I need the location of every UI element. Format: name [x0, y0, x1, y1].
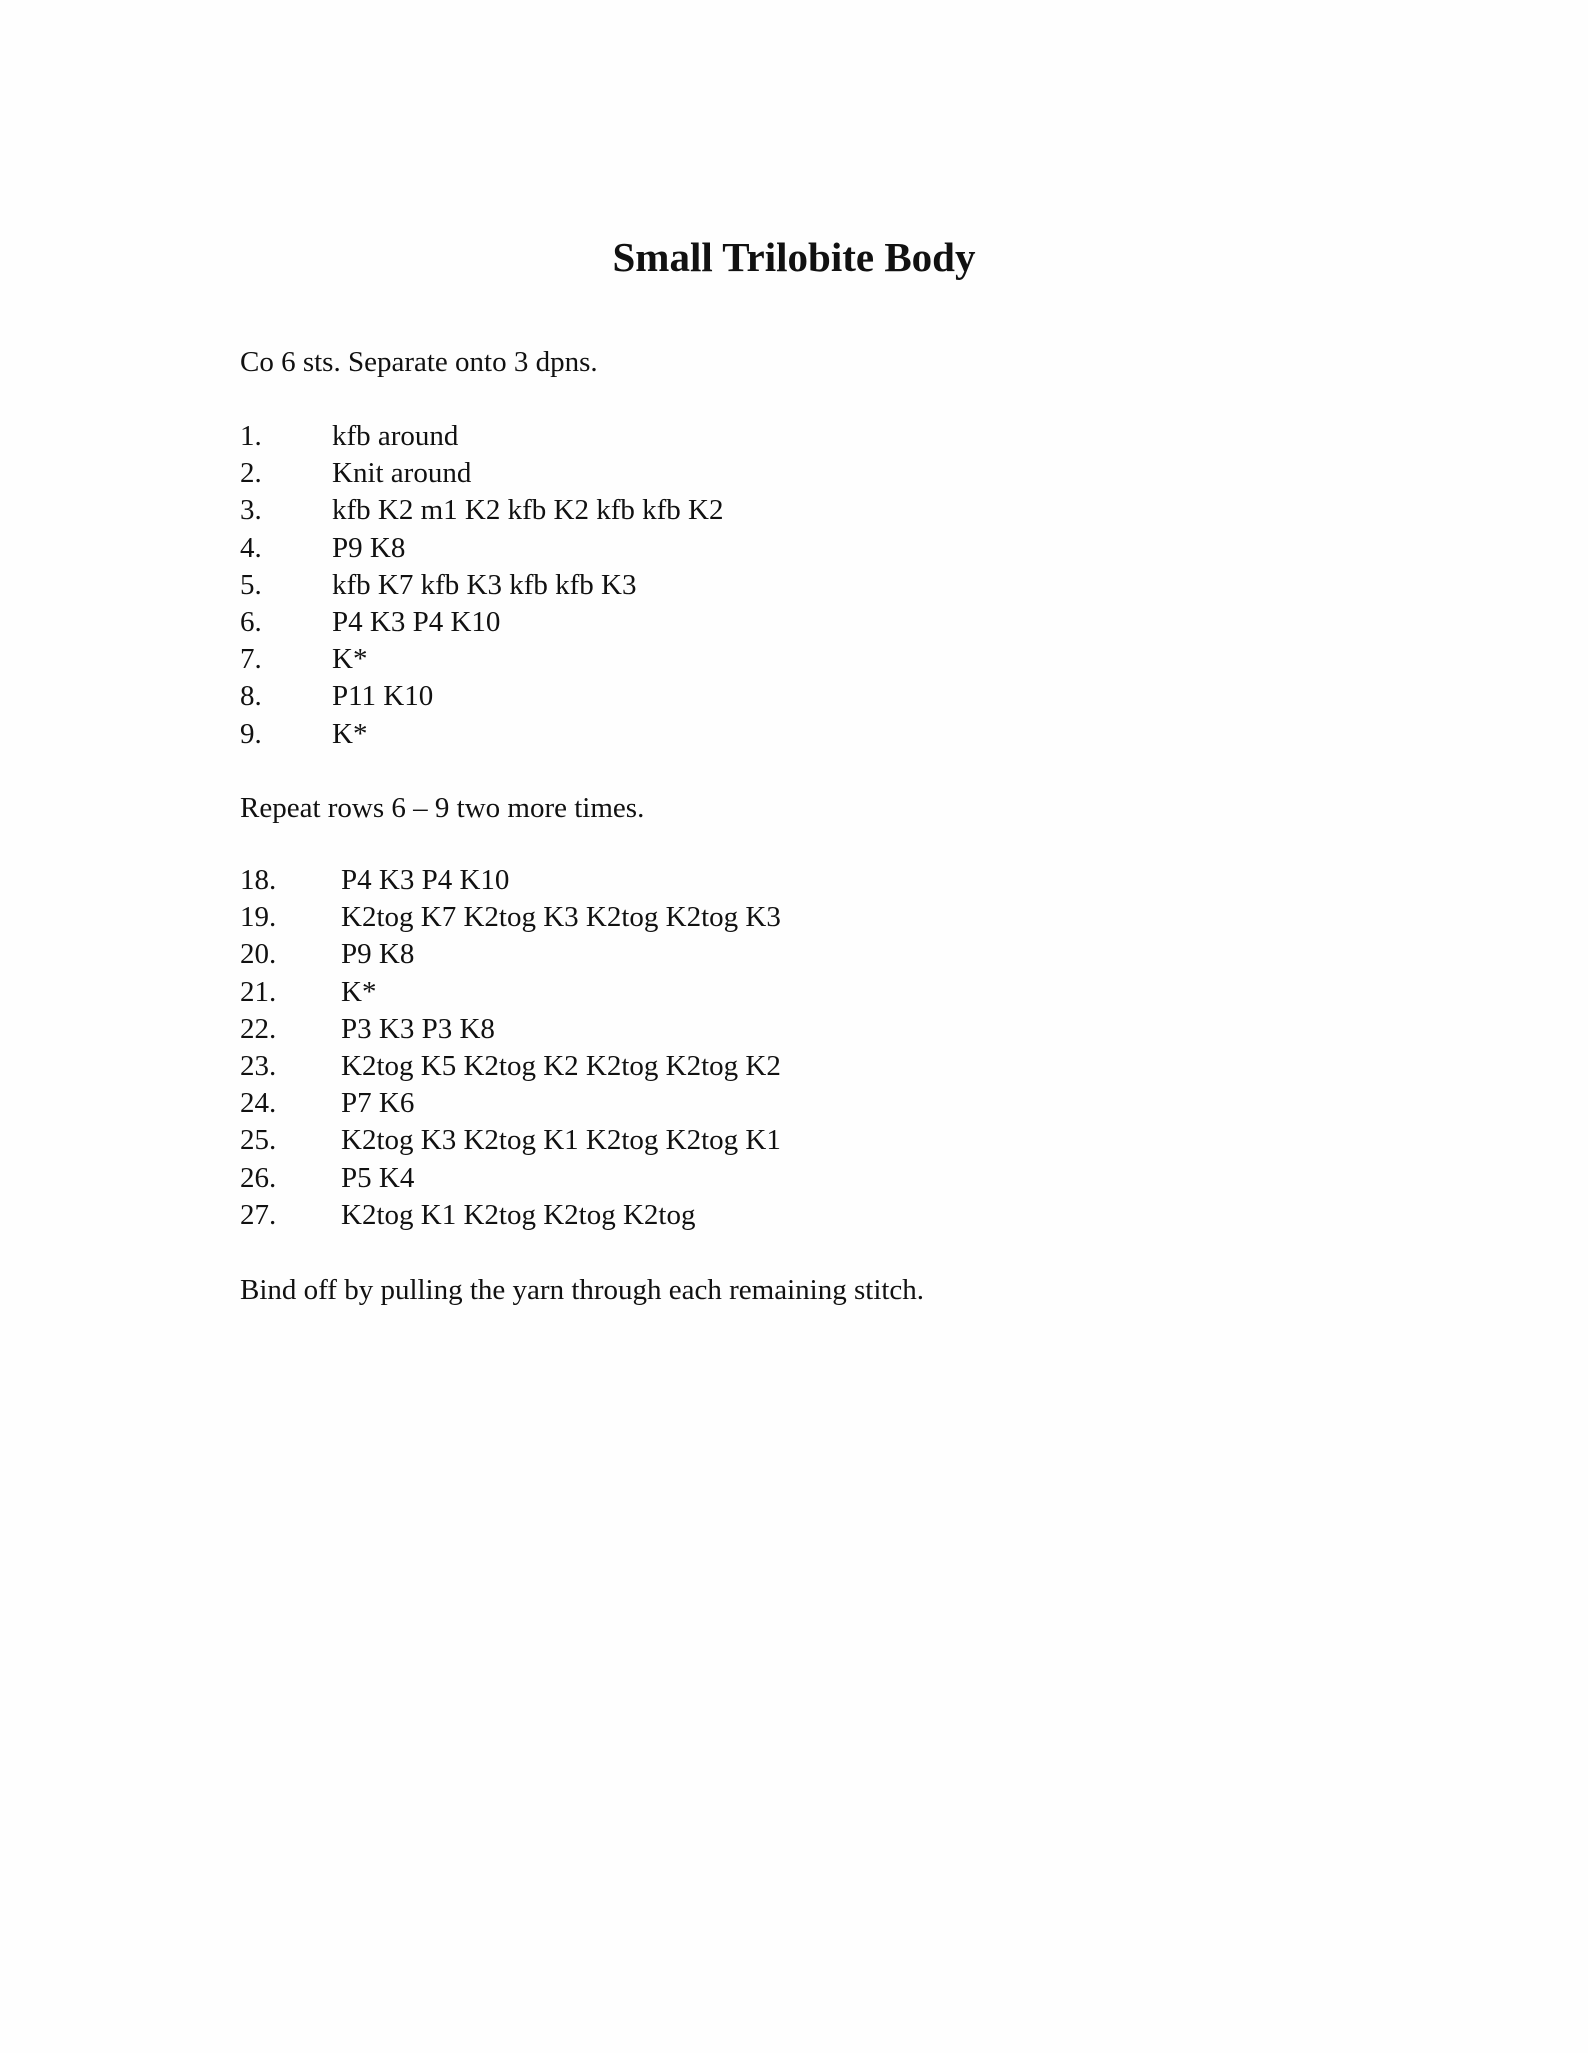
pattern-row [240, 678, 723, 715]
row-instruction: P4 K3 P4 K10 [332, 605, 501, 638]
row-instruction: P9 K8 [332, 531, 406, 564]
row-number: 19. [240, 901, 277, 934]
row-number: 22. [240, 1012, 277, 1045]
row-instruction: K* [332, 717, 368, 750]
row-number: 1. [240, 420, 262, 452]
row-number: 20. [240, 938, 277, 971]
pattern-row [240, 492, 723, 529]
pattern-row [240, 1197, 781, 1234]
row-number: 4. [240, 531, 262, 564]
pattern-row [240, 641, 723, 678]
pattern-row [240, 899, 781, 936]
row-instruction: Knit around [332, 457, 472, 490]
row-number: 9. [240, 717, 262, 750]
row-instruction: kfb around [332, 420, 459, 452]
row-instruction: K2tog K3 K2tog K1 K2tog K2tog K1 [341, 1124, 781, 1157]
row-instruction: K2tog K1 K2tog K2tog K2tog [341, 1198, 696, 1231]
row-number: 26. [240, 1161, 277, 1194]
pattern-row [240, 1122, 781, 1159]
row-instruction: P7 K6 [341, 1087, 415, 1120]
pattern-row [240, 1048, 781, 1085]
row-number: 3. [240, 494, 262, 527]
row-number: 2. [240, 457, 262, 490]
pattern-row [240, 455, 723, 492]
row-number: 27. [240, 1198, 277, 1231]
row-instruction: P11 K10 [332, 680, 434, 713]
row-instruction: kfb K7 kfb K3 kfb kfb K3 [332, 568, 637, 601]
row-number: 6. [240, 605, 262, 638]
row-number: 24. [240, 1087, 277, 1120]
bind-off-text: Bind off by pulling the yarn through each remaining stitch. [240, 1274, 925, 1306]
intro-text: Co 6 sts. Separate onto 3 dpns. [240, 346, 598, 378]
row-instruction: P3 K3 P3 K8 [341, 1012, 495, 1045]
pattern-row [240, 530, 723, 567]
pattern-row [240, 1011, 781, 1048]
row-instruction: P9 K8 [341, 938, 415, 971]
row-instruction: K* [332, 643, 368, 676]
pattern-rows-part1 [240, 418, 723, 753]
row-instruction: P4 K3 P4 K10 [341, 864, 510, 896]
row-instruction: K2tog K5 K2tog K2 K2tog K2tog K2 [341, 1049, 781, 1082]
row-instruction: P5 K4 [341, 1161, 415, 1194]
pattern-row [240, 974, 781, 1011]
row-instruction: kfb K2 m1 K2 kfb K2 kfb kfb K2 [332, 494, 724, 527]
row-number: 25. [240, 1124, 277, 1157]
row-number: 8. [240, 680, 262, 713]
pattern-row [240, 567, 723, 604]
row-instruction: K* [341, 975, 377, 1008]
row-number: 5. [240, 568, 262, 601]
pattern-row [240, 418, 723, 455]
row-instruction: K2tog K7 K2tog K3 K2tog K2tog K3 [341, 901, 781, 934]
row-number: 21. [240, 975, 277, 1008]
row-number: 23. [240, 1049, 277, 1082]
pattern-row [240, 604, 723, 641]
pattern-row [240, 1085, 781, 1122]
row-number: 7. [240, 643, 262, 676]
repeat-note: Repeat rows 6 – 9 two more times. [240, 792, 645, 824]
row-number: 18. [240, 864, 277, 896]
pattern-row [240, 862, 781, 899]
page-title: Small Trilobite Body [612, 234, 976, 280]
pattern-rows-part2 [240, 862, 781, 1234]
pattern-row [240, 716, 723, 753]
pattern-row [240, 1160, 781, 1197]
pattern-row [240, 936, 781, 973]
